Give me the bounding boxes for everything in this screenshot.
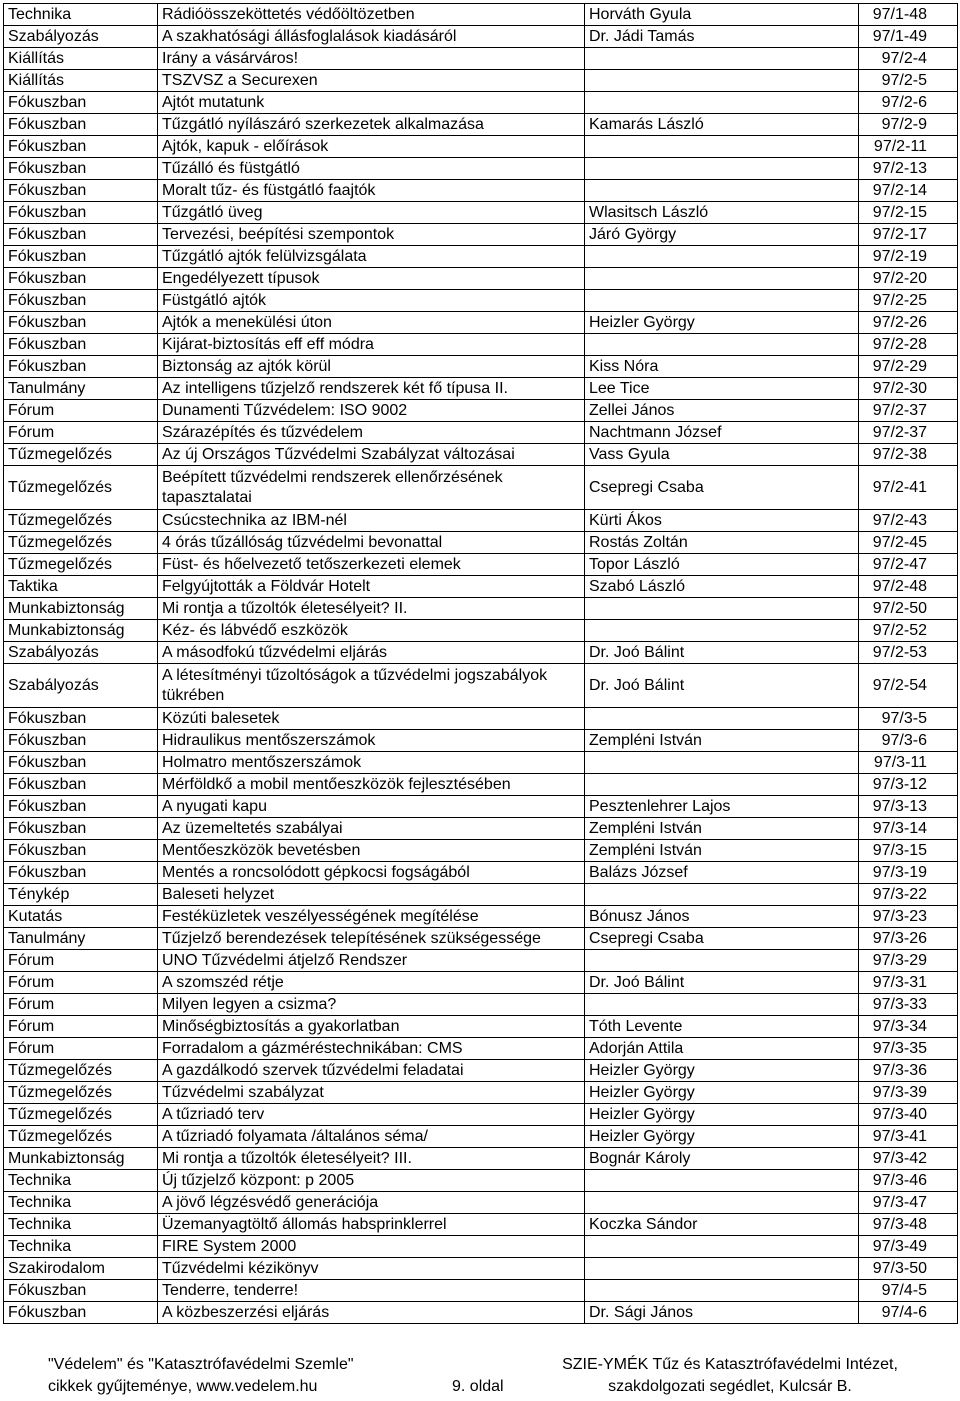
- table-row: [4, 642, 958, 664]
- category-cell: Fókuszban: [4, 246, 158, 268]
- category-cell: Szakirodalom: [4, 1258, 158, 1280]
- issue-code-cell: 97/2-5: [859, 70, 958, 92]
- title-cell: Biztonság az ajtók körül: [158, 356, 585, 378]
- author-cell: Lee Tice: [585, 378, 859, 400]
- title-cell: Az új Országos Tűzvédelmi Szabályzat változásai: [158, 444, 585, 466]
- table-row: [4, 1280, 958, 1302]
- table-row: [4, 422, 958, 444]
- footer-source-line1: "Védelem" és "Katasztrófavédelmi Szemle": [48, 1356, 354, 1373]
- author-cell: [585, 180, 859, 202]
- author-cell: [585, 158, 859, 180]
- table-row: [4, 290, 958, 312]
- category-cell: Fókuszban: [4, 158, 158, 180]
- title-cell: Tűzgátló nyílászáró szerkezetek alkalmazása: [158, 114, 585, 136]
- author-cell: [585, 1170, 859, 1192]
- table-row: [4, 312, 958, 334]
- issue-code-cell: 97/3-46: [859, 1170, 958, 1192]
- title-cell: Füstgátló ajtók: [158, 290, 585, 312]
- author-cell: Tóth Levente: [585, 1016, 859, 1038]
- footer-institute: [544, 1354, 916, 1398]
- category-cell: Szabályozás: [4, 664, 158, 708]
- issue-code-cell: 97/2-43: [859, 510, 958, 532]
- category-cell: Taktika: [4, 576, 158, 598]
- issue-code-cell: 97/3-22: [859, 884, 958, 906]
- table-row: [4, 466, 958, 510]
- table-row: [4, 1082, 958, 1104]
- title-cell: A jövő légzésvédő generációja: [158, 1192, 585, 1214]
- table-row: [4, 136, 958, 158]
- title-cell: Ajtók a menekülési úton: [158, 312, 585, 334]
- author-cell: [585, 268, 859, 290]
- title-cell: Felgyújtották a Földvár Hotelt: [158, 576, 585, 598]
- table-row: [4, 26, 958, 48]
- issue-code-cell: 97/2-54: [859, 664, 958, 708]
- table-row: [4, 906, 958, 928]
- author-cell: Dr. Sági János: [585, 1302, 859, 1324]
- author-cell: Heizler György: [585, 1082, 859, 1104]
- table-row: [4, 1214, 958, 1236]
- category-cell: Technika: [4, 1214, 158, 1236]
- issue-code-cell: 97/3-48: [859, 1214, 958, 1236]
- author-cell: Balázs József: [585, 862, 859, 884]
- table-row: [4, 708, 958, 730]
- author-cell: Topor László: [585, 554, 859, 576]
- issue-code-cell: 97/3-35: [859, 1038, 958, 1060]
- table-row: [4, 4, 958, 26]
- issue-code-cell: 97/2-6: [859, 92, 958, 114]
- table-row: [4, 796, 958, 818]
- title-cell: Az intelligens tűzjelző rendszerek két fő típusa II.: [158, 378, 585, 400]
- issue-code-cell: 97/2-4: [859, 48, 958, 70]
- table-row: [4, 818, 958, 840]
- issue-code-cell: 97/3-47: [859, 1192, 958, 1214]
- table-row: [4, 356, 958, 378]
- category-cell: Technika: [4, 1236, 158, 1258]
- table-row: [4, 48, 958, 70]
- category-cell: Tűzmegelőzés: [4, 1104, 158, 1126]
- author-cell: Horváth Gyula: [585, 4, 859, 26]
- title-cell: Festéküzletek veszélyességének megítélése: [158, 906, 585, 928]
- category-cell: Fókuszban: [4, 92, 158, 114]
- title-cell: Mérföldkő a mobil mentőeszközök fejlesztésében: [158, 774, 585, 796]
- author-cell: Dr. Joó Bálint: [585, 642, 859, 664]
- issue-code-cell: 97/2-30: [859, 378, 958, 400]
- category-cell: Fókuszban: [4, 334, 158, 356]
- title-cell: Ajtók, kapuk - előírások: [158, 136, 585, 158]
- title-cell: Baleseti helyzet: [158, 884, 585, 906]
- author-cell: [585, 774, 859, 796]
- category-cell: Munkabiztonság: [4, 620, 158, 642]
- author-cell: [585, 620, 859, 642]
- table-row: [4, 950, 958, 972]
- category-cell: Fórum: [4, 994, 158, 1016]
- title-cell: UNO Tűzvédelmi átjelző Rendszer: [158, 950, 585, 972]
- author-cell: [585, 48, 859, 70]
- category-cell: Tűzmegelőzés: [4, 1126, 158, 1148]
- author-cell: Dr. Jádi Tamás: [585, 26, 859, 48]
- footer-source: [48, 1354, 354, 1398]
- issue-code-cell: 97/2-15: [859, 202, 958, 224]
- issue-code-cell: 97/2-19: [859, 246, 958, 268]
- category-cell: Fókuszban: [4, 708, 158, 730]
- author-cell: Pesztenlehrer Lajos: [585, 796, 859, 818]
- issue-code-cell: 97/3-50: [859, 1258, 958, 1280]
- category-cell: Fókuszban: [4, 356, 158, 378]
- issue-code-cell: 97/4-5: [859, 1280, 958, 1302]
- table-row: [4, 1302, 958, 1324]
- title-cell: Holmatro mentőszerszámok: [158, 752, 585, 774]
- title-cell: A tűzriadó terv: [158, 1104, 585, 1126]
- author-cell: Rostás Zoltán: [585, 532, 859, 554]
- category-cell: Tűzmegelőzés: [4, 1082, 158, 1104]
- category-cell: Szabályozás: [4, 642, 158, 664]
- category-cell: Technika: [4, 1170, 158, 1192]
- articles-table: [3, 3, 958, 1324]
- table-row: [4, 510, 958, 532]
- title-cell: TSZVSZ a Securexen: [158, 70, 585, 92]
- title-cell: Az üzemeltetés szabályai: [158, 818, 585, 840]
- category-cell: Fókuszban: [4, 268, 158, 290]
- category-cell: Fókuszban: [4, 180, 158, 202]
- table-row: [4, 972, 958, 994]
- title-cell: Moralt tűz- és füstgátló faajtók: [158, 180, 585, 202]
- title-cell: Üzemanyagtöltő állomás habsprinklerrel: [158, 1214, 585, 1236]
- issue-code-cell: 97/2-38: [859, 444, 958, 466]
- author-cell: Zempléni István: [585, 818, 859, 840]
- category-cell: Fókuszban: [4, 202, 158, 224]
- category-cell: Munkabiztonság: [4, 1148, 158, 1170]
- title-cell: Dunamenti Tűzvédelem: ISO 9002: [158, 400, 585, 422]
- category-cell: Kiállítás: [4, 48, 158, 70]
- author-cell: Bognár Károly: [585, 1148, 859, 1170]
- issue-code-cell: 97/3-40: [859, 1104, 958, 1126]
- author-cell: Zempléni István: [585, 840, 859, 862]
- author-cell: [585, 334, 859, 356]
- title-cell: Forradalom a gázméréstechnikában: CMS: [158, 1038, 585, 1060]
- title-cell: Hidraulikus mentőszerszámok: [158, 730, 585, 752]
- issue-code-cell: 97/3-19: [859, 862, 958, 884]
- category-cell: Fókuszban: [4, 818, 158, 840]
- issue-code-cell: 97/2-47: [859, 554, 958, 576]
- issue-code-cell: 97/3-31: [859, 972, 958, 994]
- author-cell: Vass Gyula: [585, 444, 859, 466]
- footer-institute-line2: szakdolgozati segédlet, Kulcsár B.: [608, 1378, 852, 1395]
- issue-code-cell: 97/3-42: [859, 1148, 958, 1170]
- issue-code-cell: 97/3-36: [859, 1060, 958, 1082]
- table-row: [4, 862, 958, 884]
- author-cell: Kürti Ákos: [585, 510, 859, 532]
- table-row: [4, 576, 958, 598]
- issue-code-cell: 97/2-25: [859, 290, 958, 312]
- title-cell: A másodfokú tűzvédelmi eljárás: [158, 642, 585, 664]
- title-cell: A közbeszerzési eljárás: [158, 1302, 585, 1324]
- title-cell: Tűzgátló ajtók felülvizsgálata: [158, 246, 585, 268]
- category-cell: Fórum: [4, 972, 158, 994]
- table-row: [4, 224, 958, 246]
- issue-code-cell: 97/2-41: [859, 466, 958, 510]
- table-row: [4, 268, 958, 290]
- author-cell: Zellei János: [585, 400, 859, 422]
- category-cell: Fókuszban: [4, 114, 158, 136]
- table-row: [4, 400, 958, 422]
- issue-code-cell: 97/3-23: [859, 906, 958, 928]
- author-cell: [585, 290, 859, 312]
- category-cell: Technika: [4, 1192, 158, 1214]
- issue-code-cell: 97/3-13: [859, 796, 958, 818]
- issue-code-cell: 97/3-14: [859, 818, 958, 840]
- issue-code-cell: 97/1-49: [859, 26, 958, 48]
- title-cell: A tűzriadó folyamata /általános séma/: [158, 1126, 585, 1148]
- issue-code-cell: 97/3-29: [859, 950, 958, 972]
- category-cell: Tűzmegelőzés: [4, 510, 158, 532]
- category-cell: Szabályozás: [4, 26, 158, 48]
- author-cell: Kamarás László: [585, 114, 859, 136]
- issue-code-cell: 97/2-45: [859, 532, 958, 554]
- author-cell: Járó György: [585, 224, 859, 246]
- title-cell: Tűzjelző berendezések telepítésének szükségessége: [158, 928, 585, 950]
- author-cell: [585, 70, 859, 92]
- author-cell: [585, 136, 859, 158]
- title-cell: Csúcstechnika az IBM-nél: [158, 510, 585, 532]
- title-cell: Tűzgátló üveg: [158, 202, 585, 224]
- issue-code-cell: 97/2-52: [859, 620, 958, 642]
- author-cell: Csepregi Csaba: [585, 466, 859, 510]
- category-cell: Tűzmegelőzés: [4, 466, 158, 510]
- title-cell: Minőségbiztosítás a gyakorlatban: [158, 1016, 585, 1038]
- category-cell: Fórum: [4, 1038, 158, 1060]
- table-row: [4, 1258, 958, 1280]
- category-cell: Munkabiztonság: [4, 598, 158, 620]
- table-row: [4, 246, 958, 268]
- author-cell: [585, 1280, 859, 1302]
- category-cell: Fórum: [4, 950, 158, 972]
- author-cell: Csepregi Csaba: [585, 928, 859, 950]
- category-cell: Fókuszban: [4, 1302, 158, 1324]
- category-cell: Fókuszban: [4, 290, 158, 312]
- table-row: [4, 774, 958, 796]
- table-row: [4, 554, 958, 576]
- footer-source-line2: cikkek gyűjteménye, www.vedelem.hu: [48, 1378, 318, 1395]
- table-row: [4, 1192, 958, 1214]
- issue-code-cell: 97/2-28: [859, 334, 958, 356]
- table-row: [4, 202, 958, 224]
- issue-code-cell: 97/2-53: [859, 642, 958, 664]
- author-cell: Heizler György: [585, 1060, 859, 1082]
- title-cell: A szomszéd rétje: [158, 972, 585, 994]
- author-cell: [585, 950, 859, 972]
- title-cell: Tűzálló és füstgátló: [158, 158, 585, 180]
- table-row: [4, 1148, 958, 1170]
- category-cell: Fókuszban: [4, 862, 158, 884]
- author-cell: Koczka Sándor: [585, 1214, 859, 1236]
- issue-code-cell: 97/1-48: [859, 4, 958, 26]
- title-cell: A szakhatósági állásfoglalások kiadásáról: [158, 26, 585, 48]
- table-row: [4, 158, 958, 180]
- author-cell: [585, 92, 859, 114]
- table-row: [4, 598, 958, 620]
- issue-code-cell: 97/2-9: [859, 114, 958, 136]
- author-cell: Nachtmann József: [585, 422, 859, 444]
- author-cell: [585, 708, 859, 730]
- table-row: [4, 620, 958, 642]
- title-cell: Mentés a roncsolódott gépkocsi fogságából: [158, 862, 585, 884]
- category-cell: Fókuszban: [4, 752, 158, 774]
- author-cell: Zempléni István: [585, 730, 859, 752]
- author-cell: Adorján Attila: [585, 1038, 859, 1060]
- category-cell: Tanulmány: [4, 928, 158, 950]
- author-cell: Heizler György: [585, 1104, 859, 1126]
- title-cell: A nyugati kapu: [158, 796, 585, 818]
- category-cell: Fórum: [4, 400, 158, 422]
- table-row: [4, 334, 958, 356]
- title-cell: Ajtót mutatunk: [158, 92, 585, 114]
- category-cell: Fókuszban: [4, 136, 158, 158]
- title-cell: Kéz- és lábvédő eszközök: [158, 620, 585, 642]
- author-cell: [585, 994, 859, 1016]
- title-cell: Milyen legyen a csizma?: [158, 994, 585, 1016]
- table-row: [4, 928, 958, 950]
- issue-code-cell: 97/3-6: [859, 730, 958, 752]
- issue-code-cell: 97/3-15: [859, 840, 958, 862]
- title-cell: A gazdálkodó szervek tűzvédelmi feladatai: [158, 1060, 585, 1082]
- issue-code-cell: 97/3-26: [859, 928, 958, 950]
- table-row: [4, 1236, 958, 1258]
- category-cell: Technika: [4, 4, 158, 26]
- category-cell: Tűzmegelőzés: [4, 532, 158, 554]
- footer-institute-line1: SZIE-YMÉK Tűz és Katasztrófavédelmi Intézet,: [562, 1356, 898, 1373]
- table-row: [4, 378, 958, 400]
- table-row: [4, 994, 958, 1016]
- issue-code-cell: 97/3-34: [859, 1016, 958, 1038]
- table-row: [4, 1104, 958, 1126]
- issue-code-cell: 97/2-13: [859, 158, 958, 180]
- author-cell: [585, 246, 859, 268]
- title-cell: Engedélyezett típusok: [158, 268, 585, 290]
- category-cell: Fókuszban: [4, 840, 158, 862]
- title-cell: 4 órás tűzállóság tűzvédelmi bevonattal: [158, 532, 585, 554]
- title-cell: Tűzvédelmi kézikönyv: [158, 1258, 585, 1280]
- author-cell: Kiss Nóra: [585, 356, 859, 378]
- issue-code-cell: 97/2-29: [859, 356, 958, 378]
- issue-code-cell: 97/3-5: [859, 708, 958, 730]
- title-cell: Új tűzjelző központ: p 2005: [158, 1170, 585, 1192]
- category-cell: Fókuszban: [4, 312, 158, 334]
- category-cell: Kiállítás: [4, 70, 158, 92]
- author-cell: [585, 884, 859, 906]
- title-cell: Irány a vásárváros!: [158, 48, 585, 70]
- category-cell: Tűzmegelőzés: [4, 1060, 158, 1082]
- table-row: [4, 532, 958, 554]
- issue-code-cell: 97/2-37: [859, 422, 958, 444]
- issue-code-cell: 97/3-11: [859, 752, 958, 774]
- title-cell: Tervezési, beépítési szempontok: [158, 224, 585, 246]
- title-cell: Rádióösszeköttetés védőöltözetben: [158, 4, 585, 26]
- table-row: [4, 1038, 958, 1060]
- category-cell: Fórum: [4, 1016, 158, 1038]
- issue-code-cell: 97/3-12: [859, 774, 958, 796]
- table-row: [4, 730, 958, 752]
- table-row: [4, 1060, 958, 1082]
- issue-code-cell: 97/4-6: [859, 1302, 958, 1324]
- table-row: [4, 92, 958, 114]
- author-cell: Heizler György: [585, 1126, 859, 1148]
- author-cell: Heizler György: [585, 312, 859, 334]
- table-row: [4, 70, 958, 92]
- author-cell: Bónusz János: [585, 906, 859, 928]
- issue-code-cell: 97/2-26: [859, 312, 958, 334]
- footer-page-number: 9. oldal: [452, 1378, 504, 1395]
- title-cell: Tenderre, tenderre!: [158, 1280, 585, 1302]
- table-row: [4, 114, 958, 136]
- title-cell: Mentőeszközök bevetésben: [158, 840, 585, 862]
- issue-code-cell: 97/3-39: [859, 1082, 958, 1104]
- issue-code-cell: 97/3-33: [859, 994, 958, 1016]
- author-cell: Dr. Joó Bálint: [585, 972, 859, 994]
- title-cell: A létesítményi tűzoltóságok a tűzvédelmi jogszabályok tükrében: [158, 664, 585, 708]
- issue-code-cell: 97/2-20: [859, 268, 958, 290]
- category-cell: Fókuszban: [4, 730, 158, 752]
- issue-code-cell: 97/2-11: [859, 136, 958, 158]
- category-cell: Kutatás: [4, 906, 158, 928]
- title-cell: Mi rontja a tűzoltók életesélyeit? III.: [158, 1148, 585, 1170]
- category-cell: Fókuszban: [4, 796, 158, 818]
- author-cell: Szabó László: [585, 576, 859, 598]
- category-cell: Tanulmány: [4, 378, 158, 400]
- issue-code-cell: 97/2-14: [859, 180, 958, 202]
- title-cell: Szárazépítés és tűzvédelem: [158, 422, 585, 444]
- table-row: [4, 444, 958, 466]
- table-row: [4, 1016, 958, 1038]
- author-cell: [585, 598, 859, 620]
- author-cell: [585, 752, 859, 774]
- title-cell: Kijárat-biztosítás eff eff módra: [158, 334, 585, 356]
- table-row: [4, 752, 958, 774]
- category-cell: Fókuszban: [4, 774, 158, 796]
- issue-code-cell: 97/2-48: [859, 576, 958, 598]
- title-cell: Beépített tűzvédelmi rendszerek ellenőrzésének tapasztalatai: [158, 466, 585, 510]
- table-row: [4, 180, 958, 202]
- author-cell: Wlasitsch László: [585, 202, 859, 224]
- title-cell: Füst- és hőelvezető tetőszerkezeti elemek: [158, 554, 585, 576]
- category-cell: Fórum: [4, 422, 158, 444]
- title-cell: Közúti balesetek: [158, 708, 585, 730]
- category-cell: Ténykép: [4, 884, 158, 906]
- category-cell: Fókuszban: [4, 224, 158, 246]
- author-cell: [585, 1236, 859, 1258]
- table-row: [4, 1170, 958, 1192]
- author-cell: [585, 1192, 859, 1214]
- title-cell: FIRE System 2000: [158, 1236, 585, 1258]
- issue-code-cell: 97/2-50: [859, 598, 958, 620]
- issue-code-cell: 97/3-41: [859, 1126, 958, 1148]
- table-row: [4, 664, 958, 708]
- title-cell: Tűzvédelmi szabályzat: [158, 1082, 585, 1104]
- table-row: [4, 884, 958, 906]
- issue-code-cell: 97/2-37: [859, 400, 958, 422]
- issue-code-cell: 97/3-49: [859, 1236, 958, 1258]
- category-cell: Tűzmegelőzés: [4, 554, 158, 576]
- table-row: [4, 1126, 958, 1148]
- category-cell: Tűzmegelőzés: [4, 444, 158, 466]
- author-cell: Dr. Joó Bálint: [585, 664, 859, 708]
- author-cell: [585, 1258, 859, 1280]
- articles-table-body: [4, 4, 958, 1324]
- issue-code-cell: 97/2-17: [859, 224, 958, 246]
- category-cell: Fókuszban: [4, 1280, 158, 1302]
- title-cell: Mi rontja a tűzoltók életesélyeit? II.: [158, 598, 585, 620]
- table-row: [4, 840, 958, 862]
